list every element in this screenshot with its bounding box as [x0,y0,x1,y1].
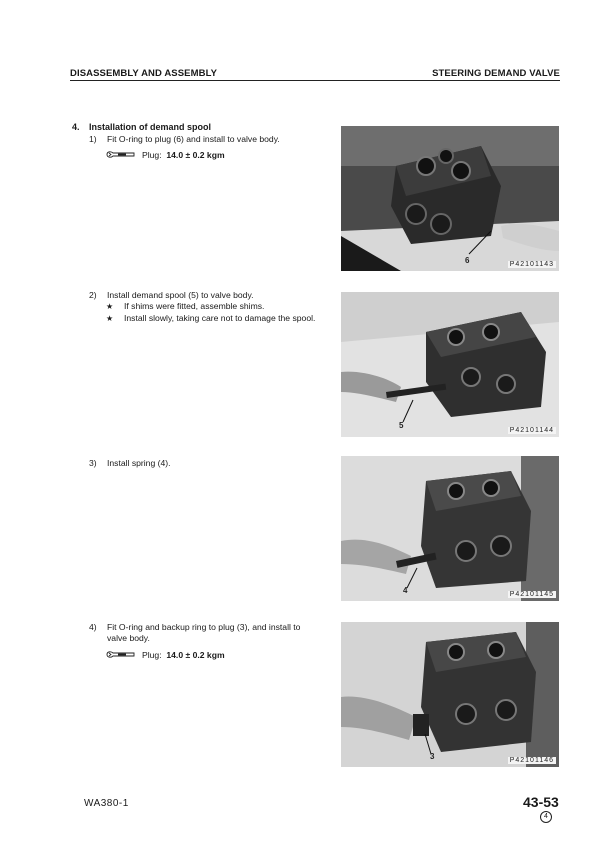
torque-wrench-icon [106,150,136,161]
note-text: Install slowly, taking care not to damage the spool. [124,313,316,323]
callout-4: 4 [403,586,408,595]
note-text: If shims were fitted, assemble shims. [124,301,265,311]
step-text: Install spring (4). [107,458,171,468]
step-number: 2) [89,290,97,300]
callout-5: 5 [399,421,404,430]
header-rule [70,80,560,81]
star-marker: ★ [106,314,114,323]
star-marker: ★ [106,302,114,311]
photo-code: P42101143 [509,261,554,268]
header-section-title: DISASSEMBLY AND ASSEMBLY [70,68,218,79]
section-number: 4. [72,122,80,132]
photo-spool-5 [341,292,559,437]
step-number: 3) [89,458,97,468]
torque-label: Plug: [142,650,162,660]
callout-3: 3 [430,752,435,761]
step-3 [89,458,321,469]
section-heading [72,122,211,132]
revision-badge: 4 [540,811,552,823]
step-text: Fit O-ring and backup ring to plug (3), and install to valve body. [107,622,301,643]
page-number: 43-53 [523,794,559,810]
photo-code: P42101145 [509,591,554,598]
torque-spec-1 [106,150,225,161]
step-number: 1) [89,134,97,144]
photo-code: P42101146 [509,757,554,764]
page-header [70,68,560,80]
torque-value: 14.0 ± 0.2 kgm [166,650,225,660]
photo-plug-3 [341,622,559,767]
step-2 [89,290,321,301]
step-1 [89,134,321,145]
torque-wrench-icon [106,650,136,661]
step-4 [89,622,321,644]
torque-value: 14.0 ± 0.2 kgm [166,150,225,160]
step-number: 4) [89,622,97,632]
footer-model: WA380-1 [84,798,129,809]
step-2-note-1 [106,301,320,312]
callout-6: 6 [465,256,470,265]
photo-plug-6 [341,126,559,271]
header-component-title: STEERING DEMAND VALVE [432,68,560,79]
section-title: Installation of demand spool [89,122,212,132]
torque-label: Plug: [142,150,162,160]
step-text: Install demand spool (5) to valve body. [107,290,254,300]
torque-spec-4 [106,650,225,661]
step-text: Fit O-ring to plug (6) and install to valve body. [107,134,280,144]
photo-code: P42101144 [509,427,554,434]
photo-spring-4 [341,456,559,601]
step-2-note-2 [106,313,320,324]
